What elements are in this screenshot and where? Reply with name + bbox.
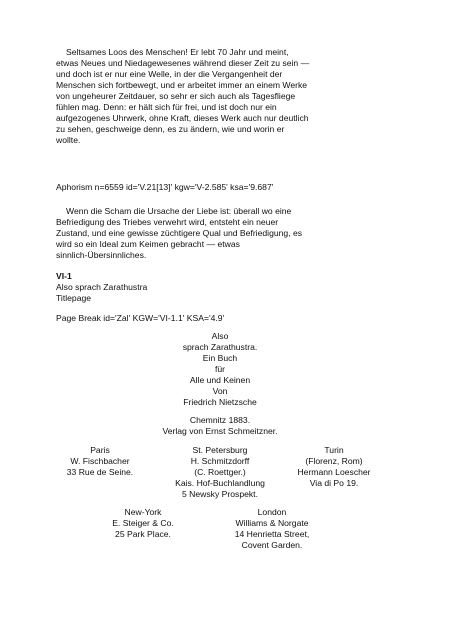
section-title: Also sprach Zarathustra: [56, 282, 148, 292]
publisher-block: [50, 415, 390, 437]
text-line: aufgezogenes Uhrwerk, ohne Kraft, dieses Werk auch nur deutlich: [56, 113, 309, 123]
city-line: London: [257, 507, 287, 517]
page-break-marker: [56, 313, 396, 324]
city-line: (Florenz, Rom): [305, 456, 363, 466]
text-line: Wenn die Scham die Ursache der Liebe ist: überall wo eine: [66, 206, 292, 216]
text-line: etwas Neues und Niedagewesenes während dieser Zeit zu sein —: [56, 58, 310, 68]
text-line: fühlen mag. Denn: er hält sich für frei, und ist doch nur ein: [56, 102, 277, 112]
city-column-turin: [274, 445, 394, 489]
title-page-block: [50, 331, 390, 408]
city-line: New-York: [124, 507, 162, 517]
title-line: Friedrich Nietzsche: [183, 397, 257, 407]
text-line: Seltsames Loos des Menschen! Er lebt 70 Jahr und meint,: [66, 47, 289, 57]
paragraph-seltsames-loos: [56, 47, 396, 146]
city-line: Covent Garden.: [241, 540, 303, 550]
city-line: 5 Newsky Prospekt.: [182, 489, 258, 499]
text-line: wird so ein Ideal zum Keimen gebracht — etwas: [56, 239, 240, 249]
publisher-line: Chemnitz 1883.: [189, 415, 251, 425]
city-line: 25 Park Place.: [115, 529, 171, 539]
text-line: Befriedigung des Triebes verwehrt wird, entsteht ein neuer: [56, 217, 279, 227]
title-line: Also: [211, 331, 229, 341]
city-line: Williams & Norgate: [235, 518, 309, 528]
city-column-paris: [40, 445, 160, 478]
paragraph-scham: [56, 206, 396, 261]
section-heading: [56, 271, 396, 304]
text-line: zu sehen, geschweige denn, es zu ändern, wie und worin er: [56, 124, 285, 134]
city-line: Turin: [324, 445, 344, 455]
city-line: Paris: [90, 445, 110, 455]
city-line: Hermann Loescher: [297, 467, 371, 477]
city-line: W. Fischbacher: [70, 456, 130, 466]
text-line: Menschen sich fortbewegt, und er arbeitet immer an einem Werke: [56, 80, 308, 90]
aphorism-header-text: Aphorism n=6559 id='V.21[13]' kgw='V-2.585' ksa='9.687': [56, 182, 274, 192]
title-line: Alle und Keinen: [189, 375, 251, 385]
city-line: Kais. Hof-Buchlandlung: [175, 478, 265, 488]
text-line: wollte.: [56, 135, 81, 145]
text-line: und doch ist er nur eine Welle, in der die Vergangenheit der: [56, 69, 283, 79]
city-column-new-york: [83, 507, 203, 540]
title-line: Ein Buch: [202, 353, 238, 363]
page-break-text: Page Break id='Zal' KGW='VI-1.1' KSA='4.9': [56, 313, 225, 323]
section-id: VI-1: [56, 271, 72, 281]
city-line: H. Schmitzdorff: [190, 456, 250, 466]
section-subtitle: Titlepage: [56, 293, 92, 303]
text-line: sinnlich-Übersinnliches.: [56, 250, 147, 260]
text-line: von ungeheurer Zeitdauer, so sehr er sich auch als Tagesfliege: [56, 91, 296, 101]
title-line: für: [214, 364, 226, 374]
text-line: Zustand, und eine gewisse züchtigere Qual und Befriedigung, es: [56, 228, 303, 238]
city-column-st-petersburg: [160, 445, 280, 500]
title-line: sprach Zarathustra.: [182, 342, 258, 352]
city-line: 33 Rue de Seine.: [66, 467, 134, 477]
publisher-line: Verlag von Ernst Schmeitzner.: [162, 426, 278, 436]
city-line: (C. Roettger.): [194, 467, 246, 477]
city-line: Via di Po 19.: [309, 478, 359, 488]
city-line: 14 Henrietta Street,: [234, 529, 310, 539]
aphorism-header: [56, 182, 396, 193]
city-line: St. Petersburg: [192, 445, 248, 455]
city-column-london: [212, 507, 332, 551]
title-line: Von: [212, 386, 228, 396]
city-line: E. Steiger & Co.: [112, 518, 174, 528]
